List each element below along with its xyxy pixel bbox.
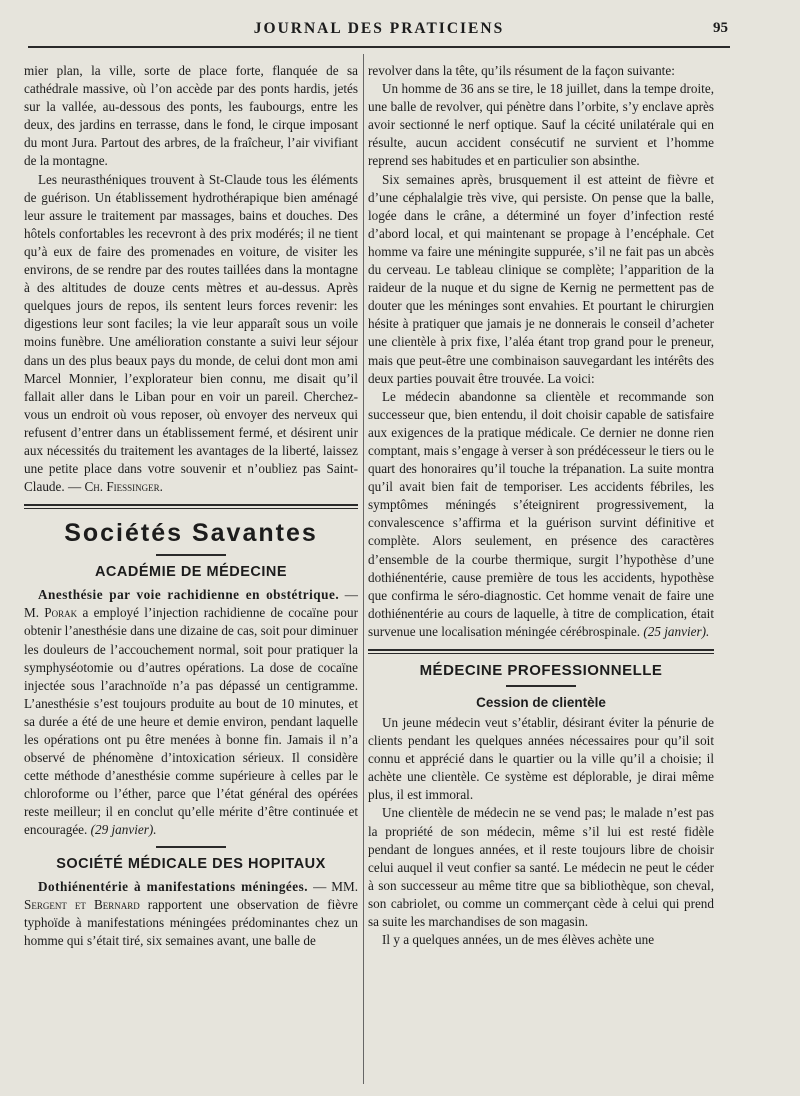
paragraph-text: a employé l’injection rachidienne de cocaïne pour obtenir l’anesthésie dans une dizaine de cas, soit pour diminuer les douleurs de l’accouchement normal, soit pour pratiquer la symphyséotomie ou d’autres opérations. La dose de cocaïne injectée sous l’arachnoïde n’a pas dépassé un centigramme. L’anesthésie s’est toujours produite au bout de 10 minutes, et sa durée a été de une heure et demie environ, pendant laquelle les opérations ont pu être menées à bonne fin. Jamais il n’a observé de phénomène d’intoxication sérieux. Il considère cette méthode d’anesthésie comme supérieure à celles par le chloroforme ou l’éther, parce que l’état général des opérées reste meilleur; il en conclut qu’elle mérite d’être continuée et encouragée. (24, 605, 359, 838)
short-rule (156, 554, 226, 556)
hopitaux-title: SOCIÉTÉ MÉDICALE DES HOPITAUX (56, 855, 326, 872)
paragraph: Six semaines après, brusquement il est atteint de fièvre et d’une céphalalgie très vive, qui persiste. On pense que la balle, logée dans le crâne, a déterminé un foyer d’infection resté d’abord local, et qui maintenant se propage à l’encéphale. Cet homme va faire une méningite suppurée, s’il ne fait pas un abcès du cerveau. Le tableau clinique se complète; l’apparition de la raideur de la nuque et du signe de Kernig ne permettent pas de douter que les méninges sont envahies. Et pourtant le chirurgien hésite à pratiquer que jamais je ne donnerais le conseil d’acheter une clientèle à prix fixe, l’aléa étant trop grand pour le preneur, mais que peut-être une combinaison sauvegardant les intérêts des deux parties pouvait être trouvée. La voici: (368, 171, 714, 386)
page-number: 95 (713, 20, 728, 36)
running-title: JOURNAL DES PRATICIENS (253, 20, 505, 37)
paragraph (24, 878, 358, 950)
paragraph-text: Le médecin abandonne sa clientèle et recommande son successeur que, bien entendu, il doit choisir capable de satisfaire aux exigences de la pratique médicale. Ce dernier ne donne rien comptant, mais s’engage à verser à son prédécesseur le tiers ou le quart des honoraires qu’il touche la trépanation. La suite montra qu’il avait bien fait de temporiser. Les accidents fébriles, les symptômes méningés s’éteignirent progressivement, la convalescence s’affirma et la guérison survint définitive et complète. Alors seulement, en présence des caractères d’ensemble de la courbe thermique, surgit l’hypothèse d’une dothiénentérie, cause première de tous les accidents, hypothèse que confirma le séro-diagnostic. Cet homme venait de faire une dothiénentérie au cours de laquelle, à titre de complication, était survenue une localisation méningée cérébrospinale. (368, 388, 714, 639)
paragraph-text: rapportent une observation de fièvre typhoïde à manifestations méningées prédominantes chez un homme qui s’était tiré, six semaines avant, une balle de (24, 896, 358, 948)
paragraph: Un jeune médecin veut s’établir, désirant éviter la pénurie de clients pendant les quelques années nécessaires pour qu’il soit connu et apprécié dans le quartier ou la ville qu’il a choisie; il achète une clientèle. Ce système est déplorable, je dirai même plus, il est immoral. (368, 715, 714, 803)
paragraph: revolver dans la tête, qu’ils résument de la façon suivante: (368, 63, 675, 78)
left-column (24, 62, 358, 950)
date: (25 janvier). (643, 623, 710, 639)
academie-title: ACADÉMIE DE MÉDECINE (94, 564, 288, 581)
subsection-title: Cession de clientèle (476, 695, 606, 710)
author-name: M. Porak (24, 605, 78, 621)
paragraph (368, 388, 714, 641)
section-divider (368, 649, 714, 654)
dash: — (339, 587, 358, 603)
rubric: Dothiénentérie à manifestations méningées. (38, 878, 309, 894)
short-rule (506, 685, 576, 687)
short-rule (156, 846, 226, 848)
paragraph: mier plan, la ville, sorte de place forte, flanquée de sa cathédrale massive, où l’on accède par des ponts hardis, jetés sur la vallée, au-dessous des ponts, les faubourgs, entre les deux, des jardins en terrasse, dans le fond, le cirque imposant du mont Jura. Partout des arbres, de la fraîcheur, l’air vivifiant de la montagne. (24, 63, 358, 169)
date: (29 janvier). (90, 822, 157, 838)
paragraph: Une clientèle de médecin ne se vend pas; le malade n’est pas la propriété de son médecin, même s’il lui est resté fidèle pendant de longues années, et il reste toujours libre de choisir celui auquel il veut confier sa santé. Le médecin ne peut le céder à son successeur au même titre que sa bibliothèque, son cheval, son cabriolet, ou comme un commerçant cède à celui qui prend sa suite les marchandises de son magasin. (368, 805, 714, 930)
dash: — MM. (308, 878, 359, 894)
author-names: Sergent et Bernard (24, 896, 140, 912)
paragraph (24, 171, 358, 497)
paragraph: Un homme de 36 ans se tire, le 18 juillet, dans la tempe droite, une balle de revolver, qui pénètre dans l’orbite, s’y enclave après avoir sectionné le nerf optique. Sauf la cécité unilatérale qui en résulte, aucun accident consécutif ne survient et l’homme reprend ses habitudes et en particulier son absinthe. (368, 81, 714, 169)
section-title: Sociétés Savantes (64, 519, 318, 548)
paragraph-text: Les neurasthéniques trouvent à St-Claude tous les éléments de guérison. Un établissement hydrothérapique bien aménagé leur assure le traitement par massages, bains et douches. Des hôtels confortables les recevront à des prix modérés; il ne tient qu’à eux de faire des promenades en voiture, de visiter les environs, de se rendre par des routes taillées dans la montagne à des altitudes de douze cents mètres et au-dessus. Après quelques jours de repos, ils sentent leurs forces revenir: les digestions leur sont faciles; la vie leur apparaît sous un voile moins funèbre. Une amélioration constante a suivi leur séjour dans un des plus beaux pays du monde, de celui dont mon ami Marcel Monnier, l’explorateur bien connu, me disait qu’il fallait aller dans le Liban pour en voir un pareil. Cherchez-vous un endroit où vous reposer, où envoyer des nerveux qui refusent d’entrer dans un établissement fermé, et désirent unir aux nécessités du traitement les avantages de la liberté, laissez une petite place dans votre souvenir et n’oubliez pas Saint-Claude. — (24, 171, 358, 495)
right-column (368, 62, 714, 949)
page-header (28, 16, 730, 48)
column-divider (363, 54, 364, 1084)
section-title: MÉDECINE PROFESSIONNELLE (419, 662, 663, 679)
section-divider (24, 504, 358, 509)
paragraph (24, 586, 358, 839)
rubric: Anesthésie par voie rachidienne en obstétrique. (38, 587, 340, 603)
paragraph: Il y a quelques années, un de mes élèves achète une (382, 932, 655, 948)
author-signature: Ch. Fiessinger. (84, 479, 163, 495)
